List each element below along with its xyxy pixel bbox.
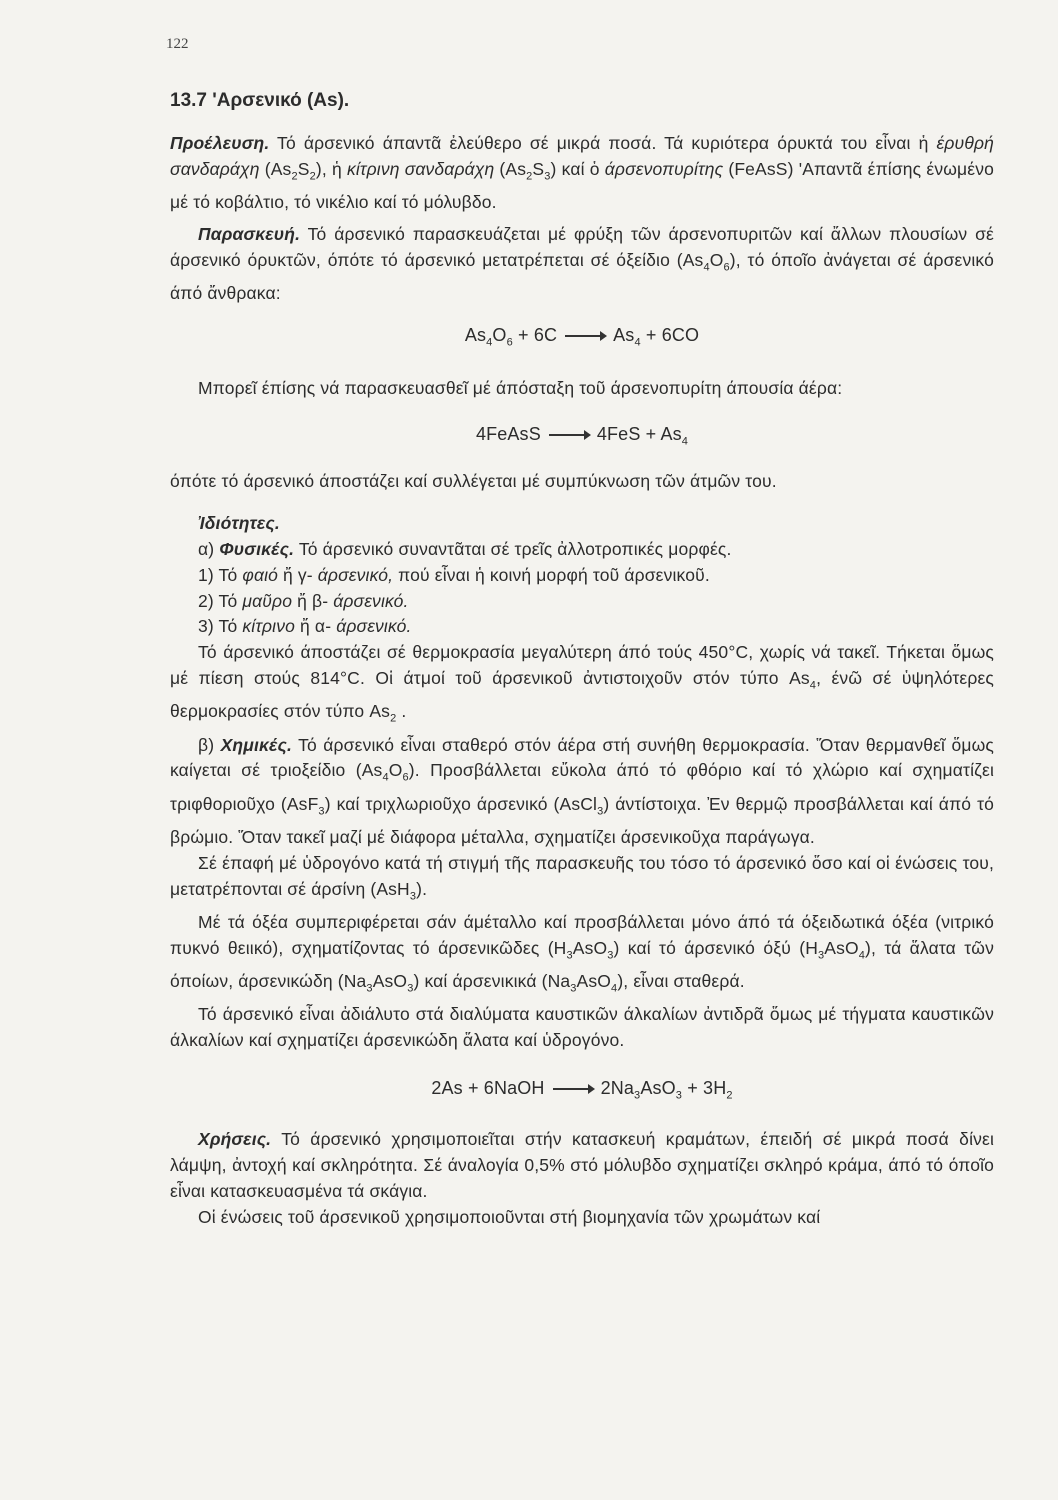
paragraph-preparation: Παρασκευή. Τό άρσενικό παρασκευάζεται μέ φρύξη τῶν άρσενοπυριτῶν καί ἄλλων πλουσίων σέ άρσενικό όρυκτῶν, όπότε τό άρσενικό μετατρέπεται σέ όξείδιο $(As_4O_6)$, τό όποῖο ἀνάγεται σέ άρσενικό άπό ἄνθρακα: <box>170 223 994 303</box>
section-title: 13.7 'Αρσενικό (As). <box>170 90 350 111</box>
paragraph-sublimation: Τό άρσενικό άποστάζει σέ θερμοκρασία μεγαλύτερη άπό τούς 450°C, χωρίς νά τακεῖ. Τήκεται ὅμως μέ πίεση στούς 814°C. Οἱ άτμοί τοῦ άρσενικοῦ ἀντιστοιχοῦν στόν τύπο $As_4$, ένῶ σέ ὑψηλότερες θερμοκρασίες στόν τύπο $As_2$ . <box>170 642 994 725</box>
page-body <box>170 131 994 1230</box>
page-number: 122 <box>166 36 189 52</box>
heading-chemical: Χημικές. <box>220 734 293 755</box>
reaction-arrow-icon <box>553 1088 593 1090</box>
paragraph-condensation: όπότε τό άρσενικό άποστάζει καί συλλέγεται μέ συμπύκνωση τῶν άτμῶν του. <box>170 471 777 492</box>
equation-1: $As_4O_6 + 6C$ $As_4 + 6CO$ <box>464 324 700 349</box>
list-item: 3) Τό κίτρινο ἤ α- άρσενικό. <box>198 616 412 637</box>
reaction-arrow-icon <box>549 434 589 436</box>
paragraph-chemical: β) Χημικές. Τό άρσενικό εἶναι σταθερό στόν άέρα στή συνήθη θερμοκρασία. Ὅταν θερμανθεῖ ὅμως καίγεται σέ τριοξείδιο $(As_4O_6)$. Προσβάλλεται εὔκολα άπό τό φθόριο καί τό χλώριο καί σχηματίζει τριφθοριοῦχο (AsF$_3$) καί τριχλωριοῦχο άρσενικό (AsCl$_3$) άντίστοιχα. Ἐν θερμῷ προσβάλλεται καί άπό τό βρώμιο. Ὅταν τακεῖ μαζί μέ διάφορα μέταλλα, σχηματίζει άρσενικοῦχα παράγωγα. <box>170 734 995 847</box>
paragraph-acids: Μέ τά όξέα συμπεριφέρεται σάν άμέταλλο καί προσβάλλεται μόνο άπό τά όξειδωτικά όξέα (νιτρικό πυκνό θειικό), σχηματίζοντας τό άρσενικῶδες $(H_3AsO_3)$ καί τό άρσενικό όξύ $(H_3AsO_4)$, τά ἅλατα τῶν όποίων, άρσενικώδη $(Na_3AsO_3)$ καί άρσενικικά $(Na_3AsO_4)$, εἶναι σταθερά. <box>170 911 994 995</box>
paragraph-uses: Χρήσεις. Τό άρσενικό χρησιμοποιεῖται στήν κατασκευή κραμάτων, έπειδή σέ μικρά ποσά δίνει λάμψη, ἀντοχή καί σκληρότητα. Σέ άναλογία 0,5% στό μόλυβδο σχηματίζει σκληρό κράμα, άπό τό όποῖο εἶναι κατασκευασμένα τά σκάγια. <box>170 1129 994 1201</box>
list-item: 1) Τό φαιό ἤ γ- άρσενικό, πού εἶναι ἡ κοινή μορφή τοῦ άρσενικοῦ. <box>198 564 710 585</box>
heading-provenance: Προέλευση. <box>170 133 270 153</box>
paragraph-provenance: Προέλευση. Τό άρσενικό άπαντᾶ ἐλεύθερο σέ μικρά ποσά. Τά κυριότερα όρυκτά του εἶναι ἡ έρυθρή σανδαράχη $(As_2S_2)$, ἡ κίτρινη σανδαράχη $(As_2S_3)$ καί ὁ άρσενοπυρίτης (FeAsS) 'Απαντᾶ έπίσης ένωμένο μέ τό κοβάλτιο, τό νικέλιο καί τό μόλυβδο. <box>170 133 994 213</box>
equation-2: 4FeAsS $4FeS + As_4$ <box>475 423 689 448</box>
heading-uses: Χρήσεις. <box>198 1129 272 1150</box>
list-item: 2) Τό μαῦρο ἤ β- άρσενικό. <box>198 590 409 611</box>
paragraph-distillation: Μπορεῖ έπίσης νά παρασκευασθεῖ μέ άπόσταξη τοῦ άρσενοπυρίτη άπουσία άέρα: <box>198 378 843 399</box>
equation-3: 2As + 6NaOH $2Na_3AsO_3 + 3H_2$ <box>431 1077 733 1102</box>
paragraph-compounds: Οἱ ένώσεις τοῦ άρσενικοῦ χρησιμοποιοῦνται στή βιομηχανία τῶν χρωμάτων καί <box>198 1206 821 1227</box>
heading-physical: Φυσικές. <box>219 538 295 559</box>
paragraph-hydrogen: Σέ έπαφή μέ ὑδρογόνο κατά τή στιγμή τῆς παρασκευῆς του τόσο τό άρσενικό ὅσο καί οἱ ένώσεις του, μετατρέπονται σέ άρσίνη (AsH$_3$). <box>170 852 994 903</box>
paragraph-insoluble: Τό άρσενικό εἶναι ἀδιάλυτο στά διαλύματα καυστικῶν άλκαλίων ἀντιδρᾶ ὅμως μέ τήγματα καυστικῶν άλκαλίων καί σχηματίζει άρσενικώδη ἅλατα καί ὑδρογόνο. <box>170 1004 994 1050</box>
paragraph-physical: α) Φυσικές. Τό άρσενικό συναντᾶται σέ τρεῖς ἀλλοτροπικές μορφές. <box>198 538 732 559</box>
heading-properties: Ἰδιότητες. <box>198 513 280 534</box>
heading-preparation: Παρασκευή. <box>198 223 301 244</box>
reaction-arrow-icon <box>565 335 605 337</box>
